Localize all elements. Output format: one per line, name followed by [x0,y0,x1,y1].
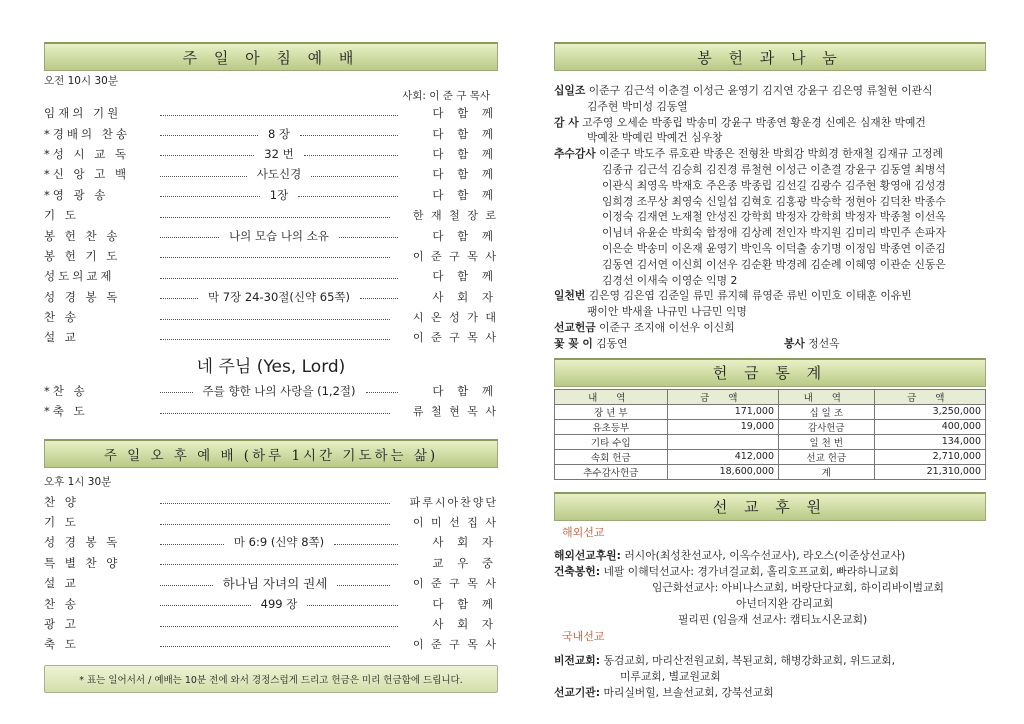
tithe-line: 십일조 이준구 김근석 이춘결 이성근 윤영기 김지연 강윤구 김은영 류철현 이관식 [554,84,933,97]
order-row: 기 도 이 미 선 집 사 [44,515,498,530]
afternoon-order-list [44,491,498,654]
table-row: 속회 헌금 412,000 선교 헌금 2,710,000 [555,449,986,464]
worship-note: * 표는 일어서서 / 예배는 10분 전에 와서 경정스럽게 드리고 헌금은 미리 헌금함에 드립니다. [44,665,498,693]
mission-line: 임근화선교사: 아비나스교회, 버랑단다교회, 하이리바이벌교회 [652,580,944,594]
order-row: 봉 헌 찬 송 나의 모습 나의 소유 다 함 께 [44,228,498,243]
order-row: *축 도 류 철 현 목 사 [44,404,498,419]
harvest-line: 이은순 박송미 이온재 윤영기 박인옥 이덕출 송기명 이정임 박종연 이준김 [602,241,946,255]
morning-closing-list [44,381,498,422]
table-row: 추수감사헌금 18,600,000 계 21,310,000 [555,464,986,479]
morning-service-title: 주 일 아 침 예 배 [182,48,360,67]
order-row: 성도의교제 다 함 께 [44,269,498,284]
mission-offering-line: 선교헌금 이준구 조지애 이선우 이신희 [554,320,735,334]
order-row: 설 교 하나님 자녀의 권세 이 준 구 목 사 [44,576,498,592]
table-row: 유초등부 19,000 감사헌금 400,000 [555,419,986,434]
morning-presider: 사회: 이 준 구 목사 [402,90,490,102]
table-header-row: 내 역 금 액 내 역 금 액 [555,389,986,404]
harvest-line: 추수감사 이준구 박도주 류호관 박종은 전형찬 박희감 박희경 한재철 김재규 고정례 [554,147,943,161]
left-column [44,42,498,693]
afternoon-service-title: 주 일 오 후 예 배 (하루 1시간 기도하는 삶) [103,448,439,465]
morning-service-banner [44,42,498,71]
harvest-line: 김종규 김근석 김승희 김진경 류철현 이성근 이춘결 강윤구 김동열 최병석 [602,162,946,176]
offering-title: 봉 헌 과 나 눔 [697,48,843,67]
offering-banner [554,42,986,71]
order-row: 특 별 찬 양 교 우 중 [44,555,498,570]
order-row: *성 시 교 독 32 번 다 함 께 [44,146,498,161]
harvest-line: 이정숙 김재연 노재철 안성진 강학희 박정자 강학희 박정자 박종철 이선옥 [602,210,946,224]
harvest-line: 이님녀 유윤순 박희숙 함정애 김상례 전인자 박지원 김미리 박민주 손파자 [602,226,946,240]
harvest-line: 김경선 이새숙 이영순 익명 2 [602,273,738,287]
sermon-title: 네 주님 (Yes, Lord) [196,356,346,377]
mission-line: 미루교회, 별교원교회 [620,669,721,683]
thanks-line: 감 사 고주영 오세순 박종립 박송미 강윤구 박종연 황운경 신예은 심재찬 박예건 [554,115,926,129]
overseas-heading: 해외선교 [562,525,605,539]
order-row: 기 도 한 재 철 장 로 [44,208,498,223]
mission-line: 필리핀 (임을재 선교사: 캠티뇨시온교회) [678,612,868,626]
afternoon-service-banner [44,439,498,468]
oneday-line: 팽이안 박새율 나규민 나금민 익명 [587,305,747,319]
domestic-heading: 국내선교 [562,630,605,644]
stats-banner [554,358,986,387]
offering-list [554,83,986,352]
order-row: 임재의 기원 다 함 께 [44,106,498,121]
missions-list [554,525,986,701]
stats-title: 헌 금 통 계 [712,364,828,383]
order-row: *신 앙 고 백 사도신경 다 함 께 [44,167,498,182]
order-row: 설 교 이 준 구 목 사 [44,330,498,345]
mission-line: 선교기관: 마리실버힐, 브솔선교회, 강북선교회 [554,685,774,699]
order-row: 봉 헌 기 도 이 준 구 목 사 [44,248,498,263]
order-row: 성 경 봉 독 마 6:9 (신약 8쪽) 사 회 자 [44,535,499,550]
order-row: 찬 양 파루시아찬양단 [44,494,498,509]
mission-line: 비전교회: 동검교회, 마리산전원교회, 복된교회, 해병강화교회, 위드교회, [554,654,896,668]
order-row: 성 경 봉 독 막 7장 24-30절(신약 65쪽) 사 회 자 [44,289,498,304]
mission-line: 해외선교후원: 러시아(최성찬선교사, 이옥수선교사), 라오스(이준상선교사) [554,549,906,563]
order-row: *영 광 송 1장 다 함 께 [44,187,498,202]
mission-line: 아넌더지완 감리교회 [736,596,834,610]
table-row: 기타 수입 일 천 번 134,000 [555,434,986,449]
afternoon-time: 오후 1시 30분 [44,476,112,489]
order-row: *찬 송 주를 향한 나의 사랑을 (1,2절) 다 함 께 [44,383,499,398]
harvest-line: 임희경 조무상 최영숙 신일섭 김혁호 김홍광 박승학 정현아 김덕찬 박종수 [602,194,946,208]
harvest-line: 이관식 최영옥 박재호 주은종 박종립 김선길 김광수 김주현 황영애 김성경 [602,178,946,192]
morning-order-list [44,103,498,348]
order-row: *경배의 찬송 8 장 다 함 께 [44,126,498,141]
offering-stats-table [554,389,986,480]
morning-time: 오전 10시 30분 [44,75,118,87]
order-row: 축 도 이 준 구 목 사 [44,637,498,652]
oneday-line: 일천번 김은영 김은엽 김준일 류민 류지혜 류영준 류빈 이민호 이태훈 이유빈 [554,289,912,303]
missions-banner [554,492,986,521]
order-row: 찬 송 시 온 성 가 대 [44,310,498,325]
tithe-line: 김주현 박미성 김동열 [587,99,688,113]
harvest-line: 김동연 김서연 이신희 이선우 김순환 박경례 김순례 이혜영 이관순 신동은 [602,257,946,271]
table-row: 장 년 부 171,000 십 일 조 3,250,000 [555,404,986,419]
order-row: 찬 송 499 장 다 함 께 [44,596,498,611]
mission-line: 건축봉헌: 네팔 이해덕선교사: 경가녀걸교회, 홀리호프교회, 빠라하니교회 [554,565,899,579]
order-row: 광 고 사 회 자 [44,617,498,631]
missions-title: 선 교 후 원 [712,498,828,517]
right-column [554,42,986,701]
thanks-line: 박예찬 박예린 박예건 심우창 [587,131,723,145]
flower-service-line: 꽃 꽂 이 김동연 봉사 정선옥 [554,336,840,350]
